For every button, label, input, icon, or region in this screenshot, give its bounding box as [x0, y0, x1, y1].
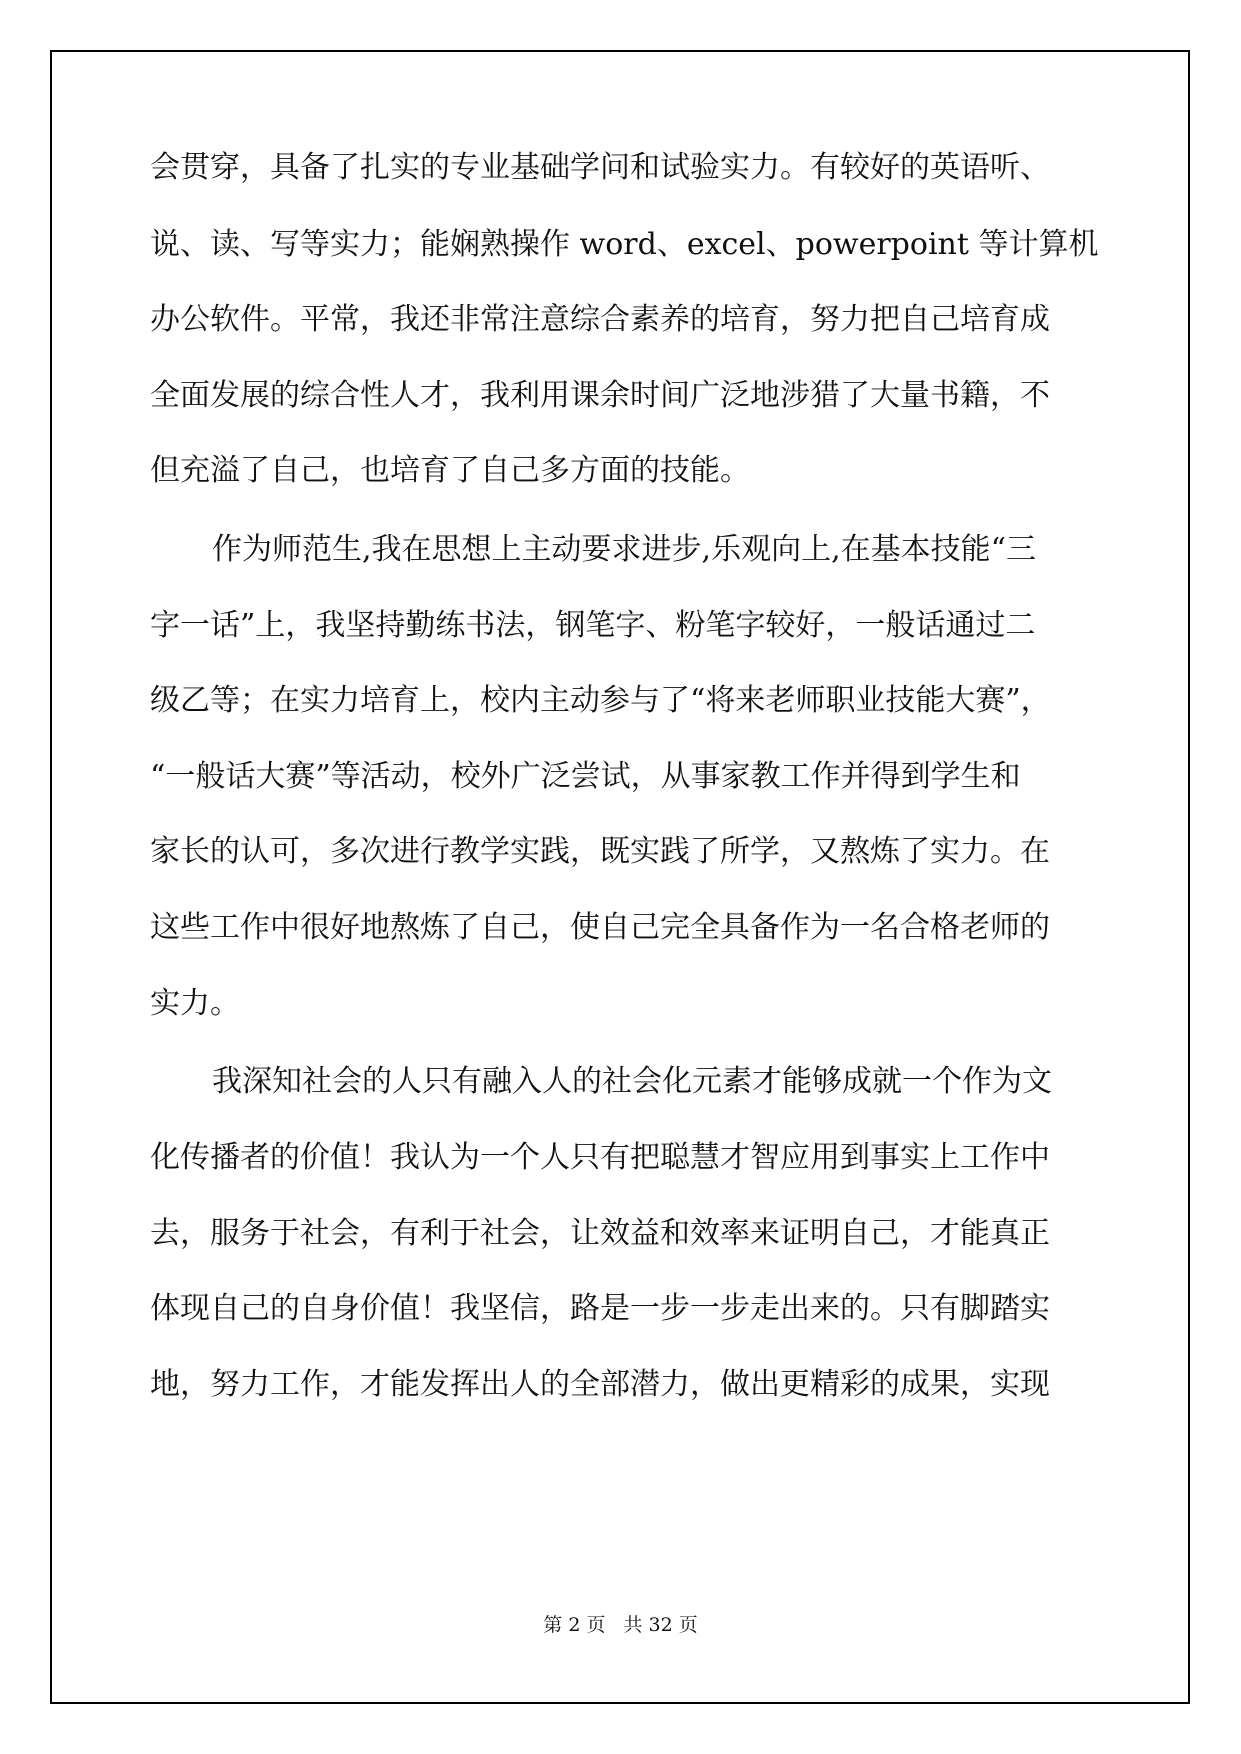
text-line: 化传播者的价值！我认为一个人只有把聪慧才智应用到事实上工作中: [150, 1140, 1050, 1175]
total-pages: 共 32 页: [623, 1614, 698, 1636]
text-line: 地，努力工作，才能发挥出人的全部潜力，做出更精彩的成果，实现: [150, 1367, 1050, 1402]
text-line: 办公软件。平常，我还非常注意综合素养的培育，努力把自己培育成: [150, 302, 1050, 337]
text-line: 这些工作中很好地熬炼了自己，使自己完全具备作为一名合格老师的: [150, 910, 1050, 945]
text-line: 字一话”上，我坚持勤练书法，钢笔字、粉笔字较好，一般话通过二: [150, 608, 1036, 643]
text-line: 全面发展的综合性人才，我利用课余时间广泛地涉猎了大量书籍，不: [150, 378, 1050, 413]
page-number: 第 2 页: [543, 1614, 606, 1636]
text-line: 级乙等；在实力培育上，校内主动参与了“将来老师职业技能大赛”，: [150, 683, 1051, 718]
page-footer: [0, 1610, 1241, 1637]
page-border: [50, 50, 1190, 1704]
text-line: 去，服务于社会，有利于社会，让效益和效率来证明自己，才能真正: [150, 1216, 1050, 1251]
text-line: “一般话大赛”等活动，校外广泛尝试，从事家教工作并得到学生和: [150, 759, 1021, 794]
text-line: 实力。: [150, 986, 240, 1021]
text-line: 作为师范生,我在思想上主动要求进步,乐观向上,在基本技能“三: [212, 532, 1036, 567]
text-line: 家长的认可，多次进行教学实践，既实践了所学，又熬炼了实力。在: [150, 834, 1050, 869]
text-line: 会贯穿，具备了扎实的专业基础学问和试验实力。有较好的英语听、: [150, 150, 1050, 185]
text-line: 体现自己的自身价值！我坚信，路是一步一步走出来的。只有脚踏实: [150, 1291, 1050, 1326]
text-line: 说、读、写等实力；能娴熟操作 word、excel、powerpoint 等计算机: [150, 227, 1099, 262]
text-line: 但充溢了自己，也培育了自己多方面的技能。: [150, 453, 750, 488]
text-line: 我深知社会的人只有融入人的社会化元素才能够成就一个作为文: [212, 1064, 1052, 1099]
